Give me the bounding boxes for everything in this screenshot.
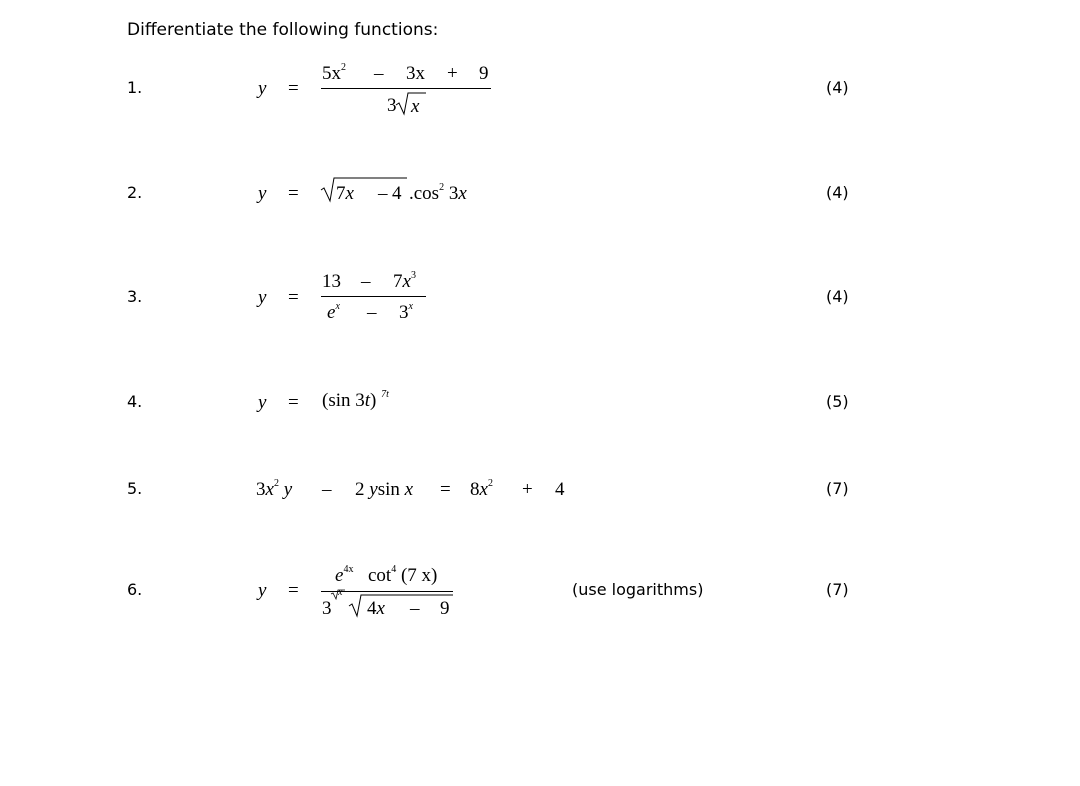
question-number-3: 3. [127,287,143,306]
y-symbol: y [258,183,267,204]
y-symbol: y [258,392,267,413]
term: $5x^2$ [322,62,346,84]
minus-sign: – [322,479,332,500]
term: $3x^2$ y [256,478,293,500]
term: 3$^x$ [399,301,413,323]
term: 4 [555,479,565,500]
marks-3: (4) [826,287,849,306]
term: 3 [322,598,332,619]
term: 9 [479,63,489,84]
minus-sign: – [361,271,371,292]
term: 3 [387,95,397,116]
question-number-5: 5. [127,479,143,498]
term: $7x^3$ [393,270,416,292]
marks-6: (7) [826,580,849,599]
term: $e^x$ [327,301,340,323]
term: 4 [392,183,402,204]
equals-sign: = [288,78,299,99]
term: $\cot^4 (7$ x) [368,564,438,586]
term: 3x [406,63,425,84]
logarithm-note: (use logarithms) [572,580,704,599]
equals-sign: = [288,392,299,413]
radical-sign [349,594,453,618]
term: $e^{4x}$ [335,564,354,586]
y-symbol: y [258,78,267,99]
question-number-4: 4. [127,392,143,411]
instruction-text: Differentiate the following functions: [127,20,439,40]
minus-sign: – [367,302,377,323]
question-number-1: 1. [127,78,143,97]
equals-sign: = [288,287,299,308]
equals-sign: = [288,183,299,204]
y-symbol: y [258,287,267,308]
fraction-bar [321,296,426,297]
term: $8x^2$ [470,478,493,500]
equals-sign: = [288,580,299,601]
term: (sin 3t) $^{7t}$ [322,389,389,411]
plus-sign: + [447,63,458,84]
minus-sign: – [378,183,388,204]
term: 2 ysin x [355,479,414,500]
marks-1: (4) [826,78,849,97]
question-number-2: 2. [127,183,143,202]
term: 7x [336,183,354,204]
term: x [411,96,420,117]
plus-sign: + [522,479,533,500]
equals-sign: = [440,479,451,500]
marks-2: (4) [826,183,849,202]
term: 13 [322,271,341,292]
term: 4x [367,598,385,619]
marks-5: (7) [826,479,849,498]
term: x [338,587,343,598]
y-symbol: y [258,580,267,601]
minus-sign: – [374,63,384,84]
term: 9 [440,598,450,619]
fraction-bar [321,88,491,89]
minus-sign: – [410,598,420,619]
cos-term: $.\cos^2$ 3x [409,182,467,204]
marks-4: (5) [826,392,849,411]
question-number-6: 6. [127,580,143,599]
